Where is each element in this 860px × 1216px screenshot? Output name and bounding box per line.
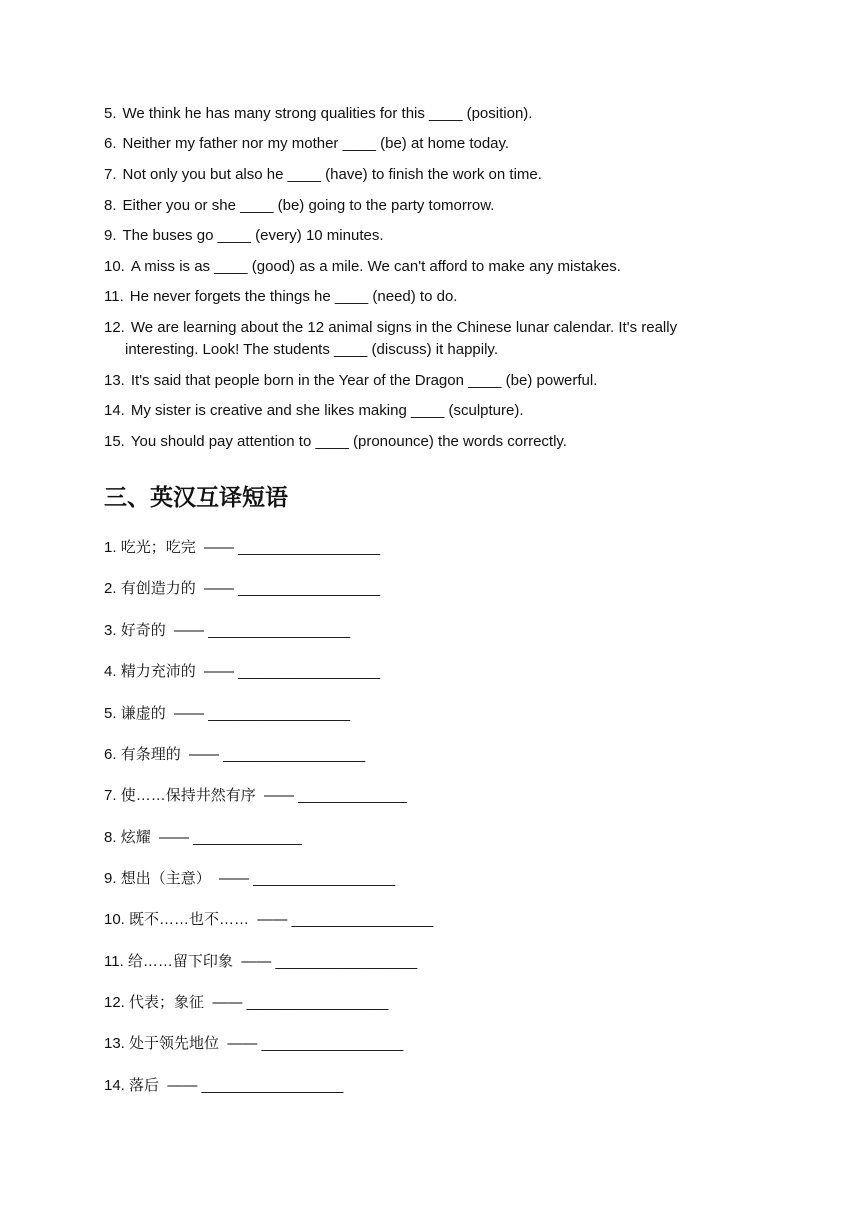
question-7 [104,164,744,186]
question-text: My sister is creative and she likes making ____ (sculpture). [130,402,524,419]
question-number: 9. [104,227,117,244]
question-9 [104,225,744,247]
phrase-dash: —— [241,953,272,970]
phrase-number: 2. [104,580,117,597]
question-number: 14. [104,402,125,419]
phrase-number: 3. [104,622,117,639]
question-number: 11. [104,288,124,305]
question-text: It's said that people born in the Year of the Dragon ____ (be) powerful. [130,372,598,389]
phrase-item-13 [104,1033,403,1055]
question-15 [104,431,744,453]
question-number: 7. [104,166,117,183]
answer-blank[interactable]: _________________ [253,870,396,887]
phrase-dash: —— [204,539,235,556]
phrase-item-3 [104,620,350,642]
phrase-number: 5. [104,705,117,722]
question-text: Either you or she ____ (be) going to the party tomorrow. [122,197,495,214]
question-13 [104,370,744,392]
phrase-dash: —— [219,870,250,887]
phrase-item-5 [104,703,350,725]
question-6 [104,133,744,155]
phrase-text: 既不……也不…… [129,911,250,928]
phrase-dash: —— [174,705,205,722]
question-text: We are learning about the 12 animal signs in the Chinese lunar calendar. It's really [130,319,678,336]
question-12 [104,317,744,361]
answer-blank[interactable]: _____________ [193,829,302,846]
phrase-text: 给……留下印象 [127,953,233,970]
phrase-number: 13. [104,1035,125,1052]
phrase-dash: —— [264,787,295,804]
phrase-dash: —— [204,663,235,680]
phrase-dash: —— [189,746,220,763]
question-number: 8. [104,197,117,214]
phrase-item-12 [104,992,388,1014]
phrase-item-14 [104,1075,343,1097]
question-11 [104,286,744,308]
phrase-text: 炫耀 [120,829,151,846]
phrase-number: 14. [104,1077,125,1094]
phrase-dash: —— [212,994,243,1011]
phrase-number: 11. [104,953,124,970]
phrase-number: 7. [104,787,117,804]
phrase-dash: —— [257,911,288,928]
question-text: A miss is as ____ (good) as a mile. We can't afford to make any mistakes. [130,258,621,275]
answer-blank[interactable]: _________________ [275,953,418,970]
answer-blank[interactable]: _________________ [261,1035,404,1052]
phrase-item-10 [104,909,433,931]
phrase-number: 12. [104,994,125,1011]
phrase-dash: —— [227,1035,258,1052]
answer-blank[interactable]: _________________ [223,746,366,763]
question-8 [104,195,744,217]
answer-blank[interactable]: _________________ [208,705,351,722]
phrase-dash: —— [174,622,205,639]
phrase-text: 使……保持井然有序 [120,787,256,804]
phrase-text: 想出（主意） [120,870,211,887]
answer-blank[interactable]: _________________ [238,539,381,556]
question-number: 5. [104,105,117,122]
phrase-text: 落后 [129,1077,160,1094]
question-text: Neither my father nor my mother ____ (be) at home today. [122,135,510,152]
phrase-item-1 [104,537,380,559]
phrase-text: 好奇的 [120,622,166,639]
question-text: He never forgets the things he ____ (need) to do. [129,288,458,305]
phrase-text: 有条理的 [120,746,181,763]
answer-blank[interactable]: _________________ [238,663,381,680]
question-number: 10. [104,258,125,275]
phrase-text: 代表；象征 [129,994,205,1011]
phrase-text: 有创造力的 [120,580,196,597]
section-heading: 三、英汉互译短语 [104,485,288,511]
question-text: We think he has many strong qualities for this ____ (position). [122,105,533,122]
phrase-number: 4. [104,663,117,680]
phrase-number: 1. [104,539,117,556]
question-text: The buses go ____ (every) 10 minutes. [122,227,384,244]
phrase-item-7 [104,785,407,807]
answer-blank[interactable]: _____________ [298,787,407,804]
phrase-item-9 [104,868,395,890]
question-number: 13. [104,372,125,389]
answer-blank[interactable]: _________________ [238,580,381,597]
question-number: 6. [104,135,117,152]
phrase-text: 处于领先地位 [129,1035,220,1052]
answer-blank[interactable]: _________________ [208,622,351,639]
answer-blank[interactable]: _________________ [246,994,389,1011]
question-number: 12. [104,319,125,336]
phrase-item-8 [104,827,302,849]
phrase-text: 谦虚的 [120,705,166,722]
phrase-item-6 [104,744,365,766]
answer-blank[interactable]: _________________ [291,911,434,928]
question-text: Not only you but also he ____ (have) to finish the work on time. [122,166,542,183]
question-10 [104,256,744,278]
phrase-dash: —— [204,580,235,597]
phrase-item-2 [104,578,380,600]
phrase-number: 9. [104,870,117,887]
answer-blank[interactable]: _________________ [201,1077,344,1094]
phrase-text: 吃光；吃完 [120,539,196,556]
phrase-number: 6. [104,746,117,763]
question-14 [104,400,744,422]
phrase-dash: —— [159,829,190,846]
phrase-item-11 [104,951,417,973]
phrase-number: 8. [104,829,117,846]
phrase-dash: —— [167,1077,198,1094]
question-5 [104,103,744,125]
phrase-number: 10. [104,911,125,928]
question-number: 15. [104,433,125,450]
question-text-continued: interesting. Look! The students ____ (discuss) it happily. [125,341,498,358]
phrase-text: 精力充沛的 [120,663,196,680]
question-text: You should pay attention to ____ (pronounce) the words correctly. [130,433,567,450]
phrase-item-4 [104,661,380,683]
